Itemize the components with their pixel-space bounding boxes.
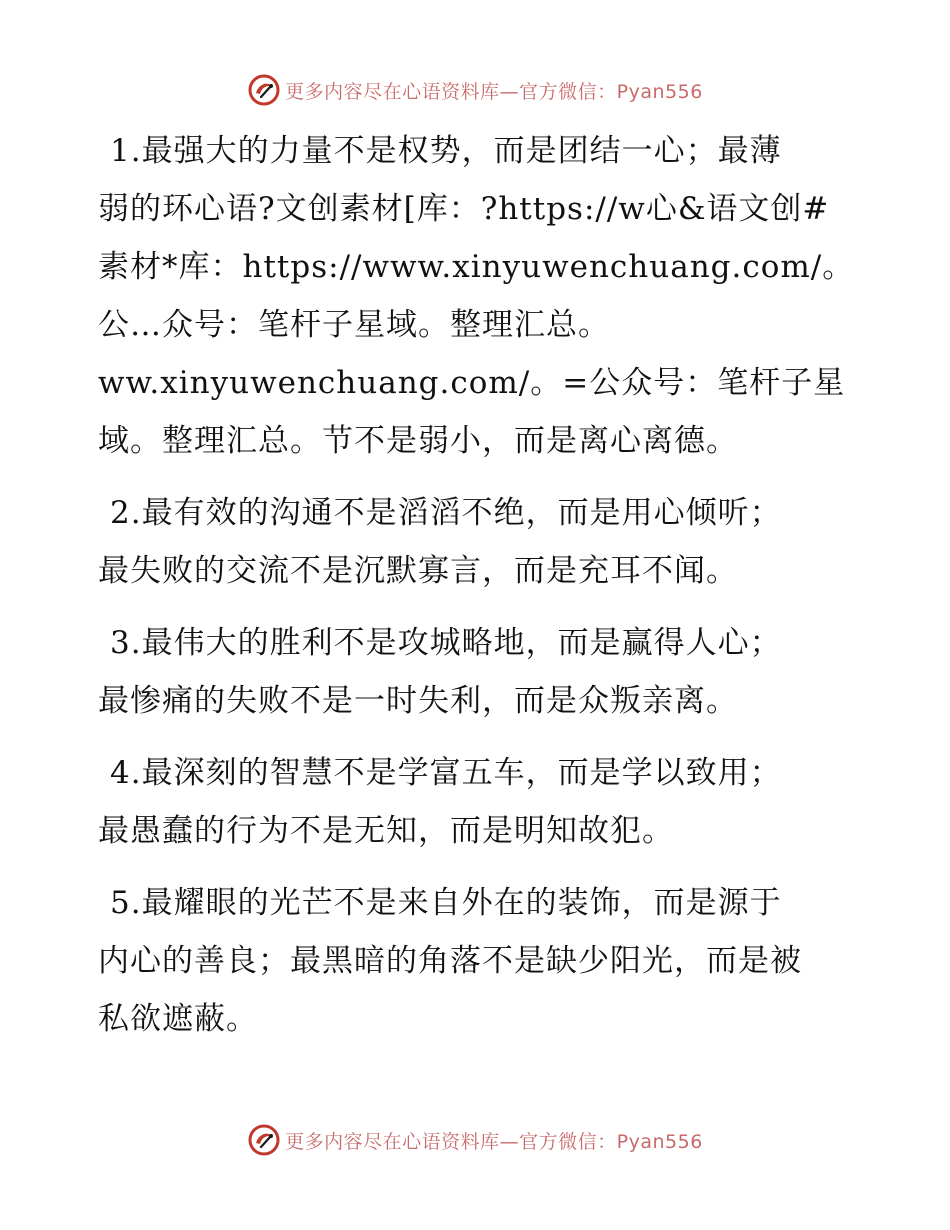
text-line: 公…众号：笔杆子星域。整理汇总。 — [98, 307, 610, 343]
text-line: 素材*库：https://www.xinyuwenchuang.com/。 — [98, 249, 855, 285]
document-body — [98, 122, 878, 1062]
text-line: 4.最深刻的智慧不是学富五车，而是学以致用； — [110, 755, 782, 791]
watermark-text: 更多内容尽在心语资料库—官方微信：Pyan556 — [285, 1130, 703, 1153]
red-swirl-logo-icon — [247, 1123, 281, 1157]
paragraph-4 — [98, 744, 878, 860]
paragraph-1 — [98, 122, 878, 470]
text-line: 最失败的交流不是沉默寡言，而是充耳不闻。 — [98, 553, 738, 589]
paragraph-5 — [98, 874, 878, 1048]
text-line: ww.xinyuwenchuang.com/。=公众号：笔杆子星 — [98, 365, 846, 401]
text-line: 1.最强大的力量不是权势，而是团结一心；最薄 — [110, 133, 782, 169]
text-line: 内心的善良；最黑暗的角落不是缺少阳光，而是被 — [98, 943, 802, 979]
paragraph-3 — [98, 614, 878, 730]
text-line: 私欲遮蔽。 — [98, 1001, 258, 1037]
text-line: 3.最伟大的胜利不是攻城略地，而是赢得人心； — [110, 625, 782, 661]
text-line: 5.最耀眼的光芒不是来自外在的装饰，而是源于 — [110, 885, 782, 921]
watermark-text: 更多内容尽在心语资料库—官方微信：Pyan556 — [285, 80, 703, 103]
footer-watermark — [0, 1120, 950, 1160]
text-line: 弱的环心语?文创素材[库：?https://w心&语文创# — [98, 191, 830, 227]
text-line: 最惨痛的失败不是一时失利，而是众叛亲离。 — [98, 683, 738, 719]
header-watermark — [0, 70, 950, 110]
text-line: 最愚蠢的行为不是无知，而是明知故犯。 — [98, 813, 674, 849]
text-line: 域。整理汇总。节不是弱小，而是离心离德。 — [98, 423, 738, 459]
paragraph-2 — [98, 484, 878, 600]
red-swirl-logo-icon — [247, 73, 281, 107]
text-line: 2.最有效的沟通不是滔滔不绝，而是用心倾听； — [110, 495, 782, 531]
